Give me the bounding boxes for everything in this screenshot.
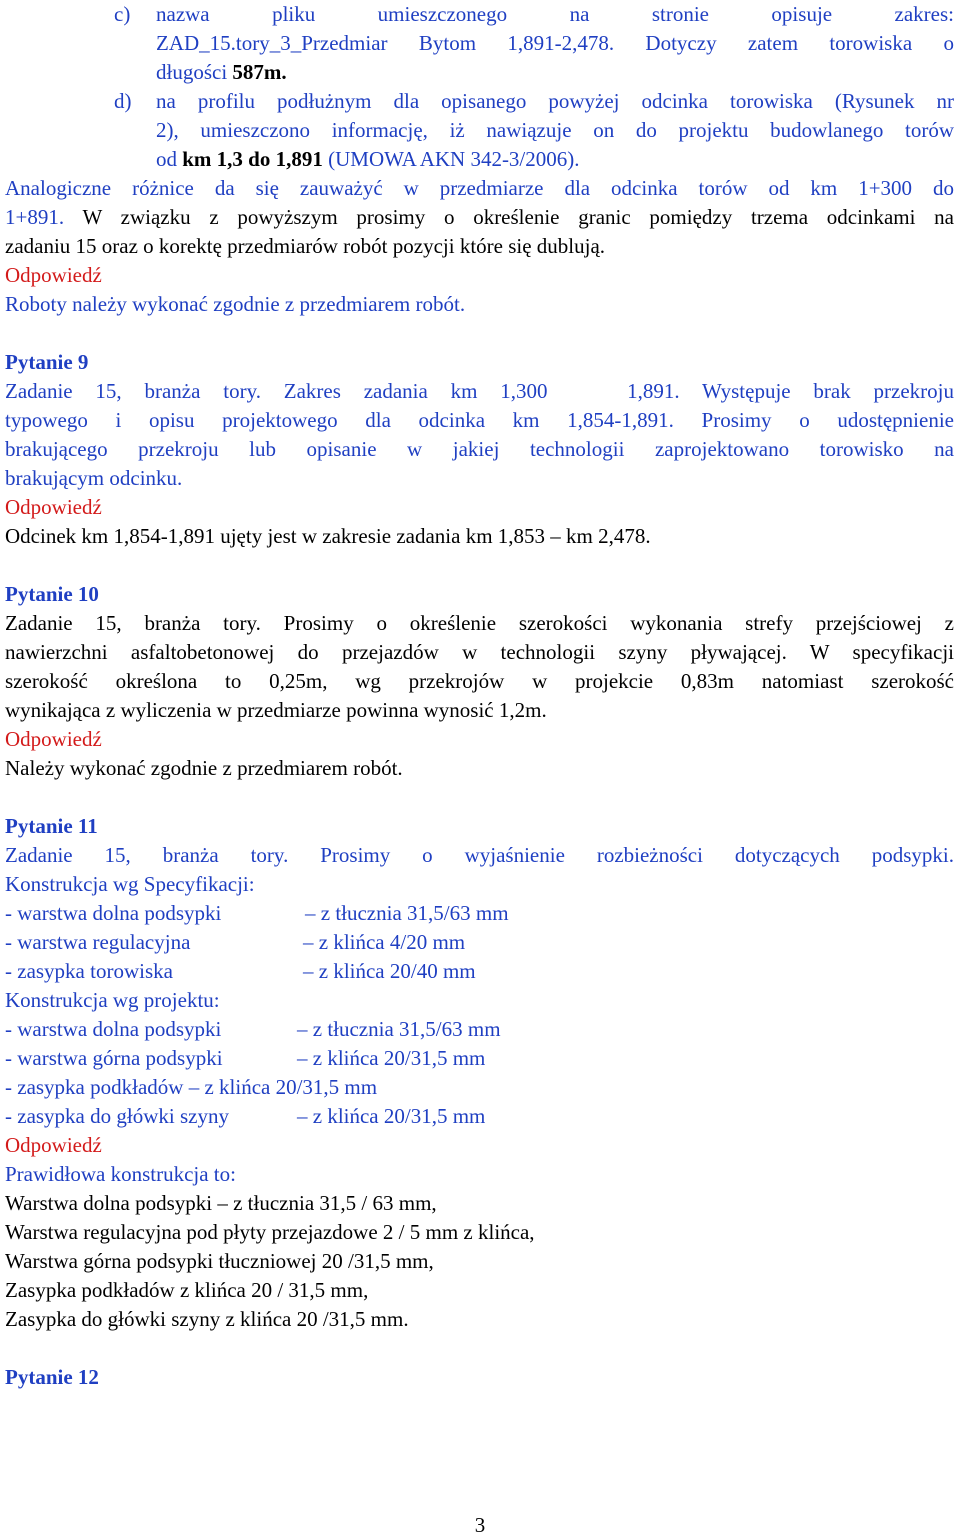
- proj-material: – z tłucznia 31,5/63 mm: [297, 1017, 501, 1041]
- q9-answer-label: Odpowiedź: [5, 495, 102, 519]
- q9-line-1a: Zadanie 15, branża tory. Zakres zadania km 1,300: [5, 379, 571, 403]
- q10-line-3: szerokość określona to 0,25m, wg przekrojów w projekcie 0,83m natomiast szerokość: [5, 669, 954, 693]
- spec-material: – z klińca 20/40 mm: [303, 959, 476, 983]
- spec-layer: - warstwa regulacyjna: [5, 930, 191, 954]
- proj-material: – z klińca 20/31,5 mm: [183, 1075, 378, 1099]
- q11-answer-line: Warstwa dolna podsypki – z tłucznia 31,5 / 63 mm,: [5, 1191, 437, 1215]
- q8-line-2: [5, 203, 954, 232]
- q10-answer-label: Odpowiedź: [5, 727, 102, 751]
- page-number: 3: [474, 1513, 486, 1537]
- q10-line-2: nawierzchni asfaltobetonowej do przejazdów w technologii szyny pływającej. W specyfikacji: [5, 640, 954, 664]
- q11-answer-label: Odpowiedź: [5, 1133, 102, 1157]
- q8-answer-label: Odpowiedź: [5, 263, 102, 287]
- q9-line-1b: 1,891. Występuje brak przekroju: [604, 379, 954, 403]
- q11-proj-item: [5, 1073, 954, 1102]
- item-c-line-3: [156, 58, 954, 87]
- q10-answer: Należy wykonać zgodnie z przedmiarem robót.: [5, 756, 403, 780]
- item-d-text-a: od: [156, 147, 183, 171]
- q11-spec-header: Konstrukcja wg Specyfikacji:: [5, 872, 255, 896]
- spec-layer: - zasypka torowiska: [5, 959, 173, 983]
- q11-answer-line: Warstwa regulacyjna pod płyty przejazdowe 2 / 5 mm z klińca,: [5, 1220, 535, 1244]
- item-d-km-range: km 1,3 do 1,891: [182, 147, 323, 171]
- item-c-length: 587m.: [232, 60, 287, 84]
- item-d-text-c: (UMOWA AKN 342-3/2006).: [322, 147, 580, 171]
- proj-layer: - warstwa górna podsypki: [5, 1046, 223, 1070]
- item-c-text: długości: [156, 60, 233, 84]
- q11-answer-line: Zasypka podkładów z klińca 20 / 31,5 mm,: [5, 1278, 369, 1302]
- q11-proj-item: [5, 1015, 954, 1044]
- spec-material: – z klińca 4/20 mm: [303, 930, 466, 954]
- q9-line-1: [5, 377, 954, 406]
- q11-proj-header: Konstrukcja wg projektu:: [5, 988, 220, 1012]
- list-marker-d: d): [114, 89, 132, 113]
- q11-answer-line: Warstwa górna podsypki tłuczniowej 20 /31,5 mm,: [5, 1249, 434, 1273]
- q8-answer: Roboty należy wykonać zgodnie z przedmiarem robót.: [5, 292, 466, 316]
- q11-spec-item: [5, 928, 954, 957]
- q11-line-1: Zadanie 15, branża tory. Prosimy o wyjaśnienie rozbieżności dotyczących podsypki.: [5, 843, 954, 867]
- q8-line-2b: W związku z powyższym prosimy o określenie granic pomiędzy trzema odcinkami na: [82, 205, 954, 229]
- q11-proj-item: [5, 1102, 954, 1131]
- q8-line-2a: 1+891.: [5, 205, 83, 229]
- q11-answer-intro: Prawidłowa konstrukcja to:: [5, 1162, 236, 1186]
- q10-line-1: Zadanie 15, branża tory. Prosimy o określenie szerokości wykonania strefy przejściowej z: [5, 611, 954, 635]
- proj-layer: - warstwa dolna podsypki: [5, 1017, 222, 1041]
- proj-layer: - zasypka podkładów: [5, 1075, 184, 1099]
- item-c-line-2: ZAD_15.tory_3_Przedmiar Bytom 1,891-2,478. Dotyczy zatem torowiska o: [156, 31, 954, 55]
- proj-material: – z klińca 20/31,5 mm: [297, 1046, 486, 1070]
- item-d-line-1: na profilu podłużnym dla opisanego powyżej odcinka torowiska (Rysunek nr: [156, 89, 954, 113]
- item-d-line-3: [156, 145, 954, 174]
- list-marker-c: c): [114, 2, 131, 26]
- spec-material: – z tłucznia 31,5/63 mm: [305, 901, 509, 925]
- q11-spec-item: [5, 899, 954, 928]
- q10-title: Pytanie 10: [5, 582, 99, 606]
- q9-line-4: brakującym odcinku.: [5, 466, 183, 490]
- q11-title: Pytanie 11: [5, 814, 98, 838]
- q9-line-3: brakującego przekroju lub opisanie w jakiej technologii zaprojektowano torowisko na: [5, 437, 954, 461]
- q12-title: Pytanie 12: [5, 1365, 99, 1389]
- q9-title: Pytanie 9: [5, 350, 89, 374]
- q8-line-1: Analogiczne różnice da się zauważyć w przedmiarze dla odcinka torów od km 1+300 do: [5, 176, 954, 200]
- proj-layer: - zasypka do główki szyny: [5, 1104, 229, 1128]
- q9-line-2: typowego i opisu projektowego dla odcinka km 1,854-1,891. Prosimy o udostępnienie: [5, 408, 954, 432]
- item-c-line-1: nazwa pliku umieszczonego na stronie opisuje zakres:: [156, 2, 954, 26]
- proj-material: – z klińca 20/31,5 mm: [297, 1104, 486, 1128]
- q11-spec-item: [5, 957, 954, 986]
- q10-line-4: wynikająca z wyliczenia w przedmiarze powinna wynosić 1,2m.: [5, 698, 547, 722]
- spec-layer: - warstwa dolna podsypki: [5, 901, 222, 925]
- q11-proj-item: [5, 1044, 954, 1073]
- item-d-line-2: 2), umieszczono informację, iż nawiązuje on do projektu budowlanego torów: [156, 118, 954, 142]
- q8-line-3: zadaniu 15 oraz o korektę przedmiarów robót pozycji które się dublują.: [5, 234, 606, 258]
- q11-answer-line: Zasypka do główki szyny z klińca 20 /31,5 mm.: [5, 1307, 409, 1331]
- q9-answer: Odcinek km 1,854-1,891 ujęty jest w zakresie zadania km 1,853 – km 2,478.: [5, 524, 651, 548]
